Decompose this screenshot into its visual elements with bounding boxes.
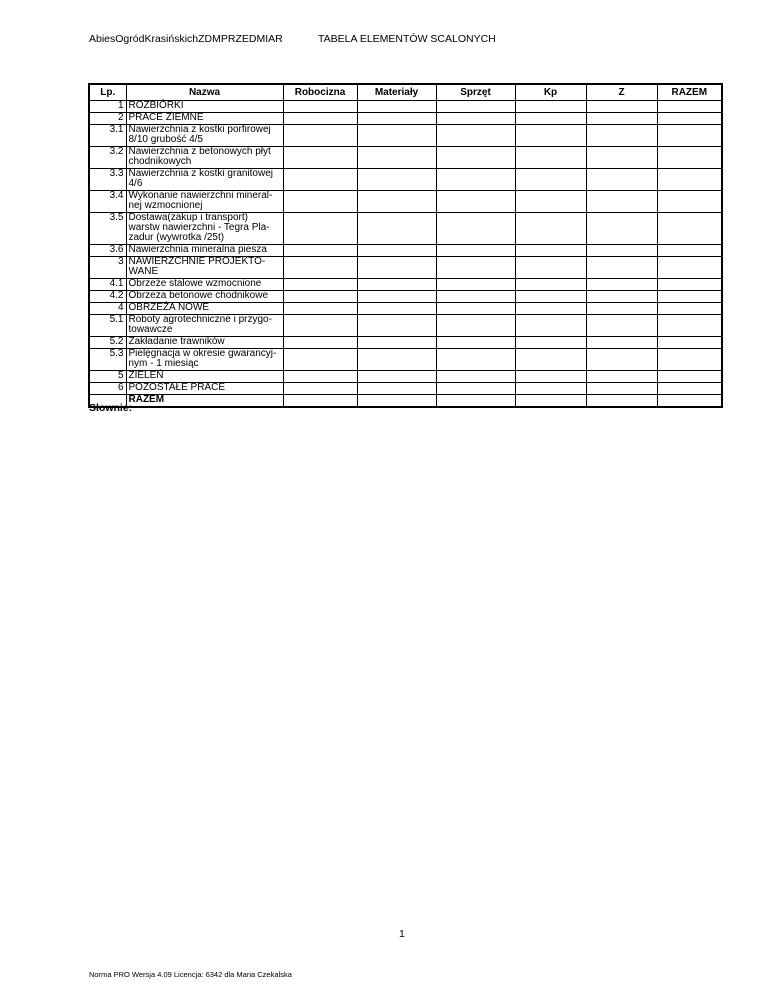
row-razem-cell [657,349,722,371]
row-sprzet-cell [436,395,515,408]
row-z-cell [586,113,657,125]
row-nazwa: Nawierzchnia z kostki granitowej 4/6 [126,169,283,191]
row-robocizna-cell [283,191,357,213]
row-sprzet-cell [436,303,515,315]
row-robocizna-cell [283,371,357,383]
row-z-cell [586,101,657,113]
row-nazwa: Nawierzchnia z betonowych płyt chodnikowych [126,147,283,169]
column-header-nazwa: Nazwa [126,84,283,101]
row-kp-cell [515,245,586,257]
table-row [89,315,722,337]
row-materialy-cell [357,169,436,191]
row-materialy-cell [357,245,436,257]
row-sprzet-cell [436,169,515,191]
row-razem-cell [657,337,722,349]
row-razem-cell [657,169,722,191]
row-lp: 4.2 [89,291,126,303]
row-materialy-cell [357,371,436,383]
row-lp: 3.6 [89,245,126,257]
row-lp: 3.3 [89,169,126,191]
row-kp-cell [515,257,586,279]
table-row [89,337,722,349]
row-z-cell [586,349,657,371]
row-materialy-cell [357,279,436,291]
column-header-lp: Lp. [89,84,126,101]
table-row [89,245,722,257]
row-materialy-cell [357,337,436,349]
row-nazwa: PRACE ZIEMNE [126,113,283,125]
row-razem-cell [657,395,722,408]
column-header-sprzet: Sprzęt [436,84,515,101]
table-row [89,113,722,125]
row-robocizna-cell [283,395,357,408]
table-header-row [89,84,722,101]
row-sprzet-cell [436,147,515,169]
row-sprzet-cell [436,257,515,279]
row-nazwa: Roboty agrotechniczne i przygo- towawcze [126,315,283,337]
row-nazwa: Obrzeże stalowe wzmocnione [126,279,283,291]
row-lp: 5.2 [89,337,126,349]
row-razem-cell [657,245,722,257]
column-header-materialy: Materiały [357,84,436,101]
row-materialy-cell [357,303,436,315]
row-nazwa: ZIELEŃ [126,371,283,383]
row-nazwa: Zakładanie trawników [126,337,283,349]
row-lp: 5.3 [89,349,126,371]
row-kp-cell [515,213,586,245]
row-sprzet-cell [436,315,515,337]
slownie-label: Słownie: [89,402,133,414]
table-row [89,169,722,191]
row-robocizna-cell [283,303,357,315]
row-kp-cell [515,113,586,125]
row-robocizna-cell [283,315,357,337]
row-razem-cell [657,279,722,291]
row-z-cell [586,337,657,349]
column-header-z: Z [586,84,657,101]
row-sprzet-cell [436,101,515,113]
row-robocizna-cell [283,213,357,245]
row-materialy-cell [357,113,436,125]
row-robocizna-cell [283,349,357,371]
row-robocizna-cell [283,337,357,349]
row-kp-cell [515,291,586,303]
table-total-row [89,395,722,408]
row-kp-cell [515,147,586,169]
row-sprzet-cell [436,191,515,213]
row-razem-cell [657,125,722,147]
table-row [89,125,722,147]
document-header-title: TABELA ELEMENTÓW SCALONYCH [318,33,496,45]
page-number: 1 [399,928,405,940]
column-header-robocizna: Robocizna [283,84,357,101]
table-row [89,257,722,279]
row-z-cell [586,383,657,395]
row-kp-cell [515,315,586,337]
row-nazwa: ROZBIÓRKI [126,101,283,113]
row-robocizna-cell [283,113,357,125]
row-robocizna-cell [283,279,357,291]
table-row [89,371,722,383]
row-kp-cell [515,279,586,291]
row-razem-cell [657,213,722,245]
row-lp: 3.4 [89,191,126,213]
table-row [89,147,722,169]
table-row [89,279,722,291]
row-robocizna-cell [283,169,357,191]
row-kp-cell [515,303,586,315]
row-lp: 4.1 [89,279,126,291]
row-sprzet-cell [436,291,515,303]
row-razem-cell [657,291,722,303]
row-razem-cell [657,101,722,113]
row-nazwa: NAWIERZCHNIE PROJEKTO- WANE [126,257,283,279]
row-sprzet-cell [436,349,515,371]
row-z-cell [586,279,657,291]
total-label: RAZEM [126,395,283,408]
row-robocizna-cell [283,291,357,303]
row-razem-cell [657,315,722,337]
table-row [89,291,722,303]
row-z-cell [586,245,657,257]
row-kp-cell [515,125,586,147]
summary-table [88,83,723,408]
row-kp-cell [515,169,586,191]
table-row [89,383,722,395]
row-sprzet-cell [436,213,515,245]
row-razem-cell [657,383,722,395]
row-razem-cell [657,191,722,213]
row-kp-cell [515,337,586,349]
row-robocizna-cell [283,383,357,395]
row-lp: 5.1 [89,315,126,337]
row-lp: 5 [89,371,126,383]
table-body [89,101,722,408]
row-nazwa: Obrzeża betonowe chodnikowe [126,291,283,303]
table-row [89,213,722,245]
row-razem-cell [657,113,722,125]
row-sprzet-cell [436,371,515,383]
row-nazwa: POZOSTAŁE PRACE [126,383,283,395]
row-materialy-cell [357,291,436,303]
row-z-cell [586,125,657,147]
row-razem-cell [657,257,722,279]
row-materialy-cell [357,349,436,371]
row-robocizna-cell [283,257,357,279]
row-kp-cell [515,395,586,408]
row-robocizna-cell [283,147,357,169]
row-robocizna-cell [283,125,357,147]
row-kp-cell [515,191,586,213]
row-nazwa: Wykonanie nawierzchni mineral- nej wzmocnionej [126,191,283,213]
row-materialy-cell [357,213,436,245]
row-kp-cell [515,101,586,113]
row-materialy-cell [357,125,436,147]
row-materialy-cell [357,395,436,408]
row-razem-cell [657,147,722,169]
row-nazwa: OBRZEŻA NOWE [126,303,283,315]
row-lp: 3.2 [89,147,126,169]
row-nazwa: Dostawa(zakup i transport) warstw nawierzchni - Tegra Pla- zadur (wywrotka /25t) [126,213,283,245]
row-lp: 4 [89,303,126,315]
software-footer: Norma PRO Wersja 4.09 Licencja: 6342 dla Maria Czekalska [89,970,292,979]
row-z-cell [586,291,657,303]
row-z-cell [586,213,657,245]
column-header-razem: RAZEM [657,84,722,101]
row-lp: 1 [89,101,126,113]
row-materialy-cell [357,315,436,337]
row-materialy-cell [357,383,436,395]
row-razem-cell [657,303,722,315]
row-nazwa: Nawierzchnia z kostki porfirowej 8/10 grubość 4/5 [126,125,283,147]
row-materialy-cell [357,257,436,279]
row-z-cell [586,169,657,191]
row-z-cell [586,395,657,408]
row-kp-cell [515,383,586,395]
row-lp: 3 [89,257,126,279]
row-kp-cell [515,371,586,383]
table-row [89,349,722,371]
row-materialy-cell [357,191,436,213]
row-z-cell [586,257,657,279]
row-sprzet-cell [436,337,515,349]
column-header-kp: Kp [515,84,586,101]
row-lp: 2 [89,113,126,125]
table-row [89,101,722,113]
row-materialy-cell [357,147,436,169]
row-z-cell [586,147,657,169]
document-header-left: AbiesOgródKrasińskichZDMPRZEDMIAR [89,33,283,45]
row-materialy-cell [357,101,436,113]
row-robocizna-cell [283,101,357,113]
row-sprzet-cell [436,113,515,125]
row-lp: 3.1 [89,125,126,147]
row-z-cell [586,303,657,315]
row-kp-cell [515,349,586,371]
row-nazwa: Nawierzchnia mineralna piesza [126,245,283,257]
row-nazwa: Pielęgnacja w okresie gwarancyj- nym - 1 miesiąc [126,349,283,371]
row-razem-cell [657,371,722,383]
row-sprzet-cell [436,245,515,257]
row-robocizna-cell [283,245,357,257]
table-row [89,303,722,315]
row-lp: 3.5 [89,213,126,245]
table-row [89,191,722,213]
row-sprzet-cell [436,125,515,147]
row-lp: 6 [89,383,126,395]
row-z-cell [586,191,657,213]
row-sprzet-cell [436,383,515,395]
row-z-cell [586,315,657,337]
row-sprzet-cell [436,279,515,291]
row-z-cell [586,371,657,383]
